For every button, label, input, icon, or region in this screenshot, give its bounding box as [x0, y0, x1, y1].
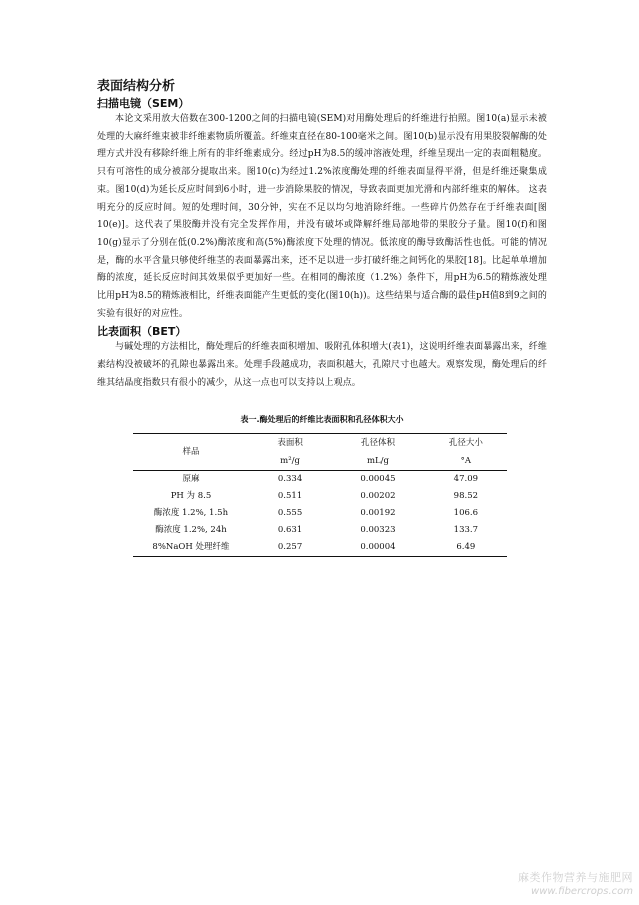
surface-area-table — [133, 433, 507, 557]
cell-sample: 原麻 — [182, 474, 200, 484]
cell-volume: 0.00202 — [360, 491, 396, 501]
cell-pore: 98.52 — [453, 491, 479, 501]
header-area: 表面积 — [249, 434, 331, 453]
header-volume-unit: mL/g — [331, 452, 425, 471]
cell-volume: 0.00323 — [360, 525, 396, 535]
cell-volume: 0.00192 — [360, 508, 396, 518]
cell-sample: PH 为 8.5 — [170, 491, 212, 501]
cell-sample: 8%NaOH 处理纤维 — [133, 539, 249, 557]
watermark-url: www.fibercrops.com — [531, 886, 633, 897]
watermark — [518, 871, 633, 899]
main-content — [97, 78, 547, 393]
cell-pore: 6.49 — [425, 539, 507, 557]
cell-pore: 133.7 — [453, 525, 479, 535]
sem-subtitle: 扫描电镜（SEM） — [97, 97, 190, 110]
cell-volume: 0.00045 — [360, 474, 396, 484]
cell-area: 0.511 — [277, 491, 303, 501]
cell-area: 0.555 — [277, 508, 303, 518]
sem-paragraph: 本论文采用放大倍数在300-1200之间的扫描电镜(SEM)对用酶处理后的纤维进行拍照。图10(a)显示未被处理的大麻纤维束被非纤维素物质所覆盖。纤维束直径在80-100毫米之间。图10(b)显示没有用果胶裂解酶的处理方式并没有移除纤维上所有的非纤维素成分。经过pH为8.5的缓冲溶液处理，纤维呈现出一定的表面粗糙度。只有可溶性的成分被部分提取出来。图10(c)为经过1.2%浓度酶处理的纤维表面显得平滑，但是纤维还聚集成束。图10(d)为延长反应时间到6小时，进一步消除果胶的情况，导致表面更加光滑和内部纤维束的解体。 这表明充分的反应时间。短的处理时间，30分钟，实在不足以均匀地消除纤维。一些碎片仍然存在于纤维表面[图10(e)]。这代表了果胶酶并没有完全发挥作用，并没有破坏或降解纤维局部地带的果胶分子量。图10(f)和图10(g)显示了分别在低(0.2%)酶浓度和高(5%)酶浓度下处理的情况。低浓度的酶导致酶活性也低。可能的情况是，酶的水平含量只够使纤维茎的表面暴露出来，还不足以进一步打破纤维之间钙化的果胶[18]。比起单单增加酶的浓度，延长反应时间其效果似乎更加好一些。在相同的酶浓度（1.2%）条件下，用pH为6.5的精炼液处理比用pH为8.5的精炼液相比，纤维表面能产生更低的变化(图10(h))。这些结果与适合酶的最佳pH值8到9之间的实验有很好的对应性。 — [97, 114, 547, 319]
table-row — [133, 488, 507, 505]
bet-paragraph: 与碱处理的方法相比，酶处理后的纤维表面积增加、吸附孔体积增大(表1)，这说明纤维表面暴露出来，纤维素结构没被破坏的孔隙也暴露出来。处理手段越成功，表面积越大，孔隙尺寸也越大。观察发现，酶处理后的纤维其结晶度指数只有很小的减少，从这一点也可以支持以上观点。 — [97, 342, 547, 388]
table-row — [133, 539, 507, 557]
header-sample: 样品 — [133, 434, 249, 471]
header-area-unit: m²/g — [249, 452, 331, 471]
table-row — [133, 505, 507, 522]
header-volume: 孔径体积 — [331, 434, 425, 453]
cell-area: 0.257 — [249, 539, 331, 557]
table-row — [133, 522, 507, 539]
cell-sample: 酶浓度 1.2%, 1.5h — [153, 508, 229, 518]
table-caption: 表一.酶处理后的纤维比表面积和孔径体积大小 — [240, 415, 404, 424]
cell-pore: 106.6 — [453, 508, 479, 518]
section-title: 表面结构分析 — [97, 79, 176, 94]
cell-area: 0.334 — [277, 474, 303, 484]
cell-area: 0.631 — [277, 525, 303, 535]
cell-sample: 酶浓度 1.2%, 24h — [155, 525, 227, 535]
cell-pore: 47.09 — [453, 474, 479, 484]
cell-volume: 0.00004 — [331, 539, 425, 557]
header-pore-unit: °A — [425, 452, 507, 471]
header-pore: 孔径大小 — [425, 434, 507, 453]
watermark-site-name: 麻类作物营养与施肥网 — [518, 871, 633, 884]
bet-subtitle: 比表面积（BET） — [97, 325, 187, 339]
table-row — [133, 471, 507, 489]
table-header-row — [133, 434, 507, 453]
